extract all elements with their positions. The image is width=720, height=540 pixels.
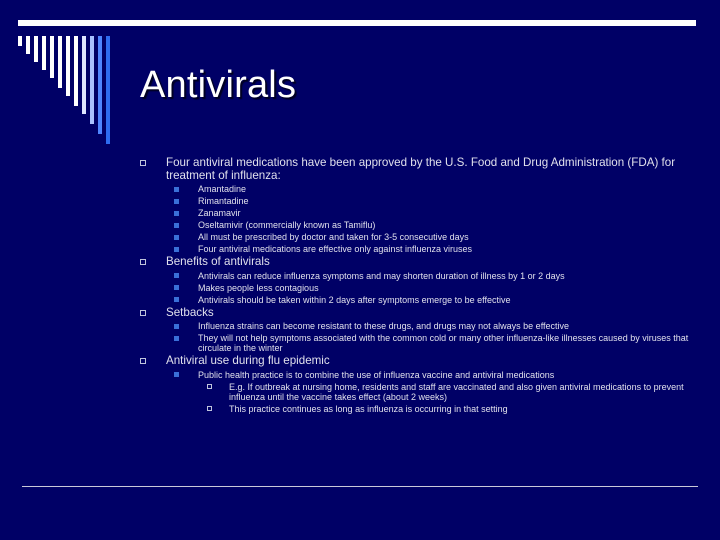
- list-item-text: Antiviral use during flu epidemic: [166, 354, 330, 367]
- list-item: [136, 355, 696, 414]
- sub-list-item-text: Antivirals should be taken within 2 days after symptoms emerge to be effective: [198, 294, 511, 305]
- sub-list-item-text: Zanamavir: [198, 208, 241, 218]
- sub-list-item-text: They will not help symptoms associated with the common cold or many other influenza-like illnesses caused by viruses that circulate in the winter: [198, 333, 689, 353]
- stripe: [34, 36, 38, 62]
- sub-list-item: [166, 321, 696, 331]
- sub-list: [166, 321, 696, 353]
- hollow-square-bullet-icon: [140, 259, 146, 265]
- filled-square-bullet-icon: [174, 211, 179, 216]
- sub-sub-list: [166, 382, 696, 414]
- filled-square-bullet-icon: [174, 235, 179, 240]
- stripe: [98, 36, 102, 134]
- list-item-text: Four antiviral medications have been approved by the U.S. Food and Drug Administration (FDA) for treatment of influenza:: [166, 156, 676, 182]
- sub-list-item-text: Makes people less contagious: [198, 282, 319, 293]
- stripe: [74, 36, 78, 106]
- sub-list-item: [166, 283, 696, 293]
- sub-list-item-text: Rimantadine: [198, 196, 249, 206]
- list-item-text: Benefits of antivirals: [166, 255, 270, 268]
- sub-list-item-text: Oseltamivir (commercially known as Tamiflu): [198, 220, 376, 230]
- list-item-text: Setbacks: [166, 305, 214, 319]
- filled-square-bullet-icon: [174, 223, 179, 228]
- sub-list: [166, 184, 696, 254]
- stripe: [18, 36, 22, 46]
- hollow-square-bullet-icon: [140, 310, 146, 316]
- hollow-square-bullet-icon: [140, 358, 146, 364]
- filled-square-bullet-icon: [174, 199, 179, 204]
- slide-title: Antivirals: [140, 64, 297, 106]
- sub-list-item: [166, 295, 696, 305]
- slide-content: [136, 156, 696, 416]
- sub-list-item-text: All must be prescribed by doctor and taken for 3-5 consecutive days: [198, 232, 469, 242]
- sub-list-item: [166, 271, 696, 281]
- hollow-square-bullet-icon: [140, 160, 146, 166]
- stripe: [90, 36, 94, 124]
- top-rule: [18, 20, 696, 26]
- filled-square-bullet-icon: [174, 324, 179, 329]
- sub-sub-list-item: [166, 404, 696, 414]
- sub-sub-list-item-text: E.g. If outbreak at nursing home, residents and staff are vaccinated and also given antiviral medications to prevent influenza until the vaccine takes effect (about 2 weeks): [229, 381, 684, 402]
- sub-sub-list-item-text: This practice continues as long as influenza is occurring in that setting: [229, 403, 508, 414]
- list-item: [136, 256, 696, 305]
- sub-list: [166, 370, 696, 380]
- sub-list-item: [166, 220, 696, 230]
- filled-square-bullet-icon: [174, 247, 179, 252]
- filled-square-bullet-icon: [174, 187, 179, 192]
- stripe: [58, 36, 62, 88]
- sub-list: [166, 271, 696, 305]
- sub-list-item-text: Four antiviral medications are effective only against influenza viruses: [198, 244, 472, 254]
- sub-list-item: [166, 333, 696, 353]
- sub-list-item-text: Influenza strains can become resistant to these drugs, and drugs may not always be effective: [198, 321, 570, 331]
- sub-list-item-text: Antivirals can reduce influenza symptoms and may shorten duration of illness by 1 or 2 days: [198, 270, 565, 281]
- sub-list-item: [166, 370, 696, 380]
- sub-list-item: [166, 244, 696, 254]
- filled-square-bullet-icon: [174, 297, 179, 302]
- bullet-list: [136, 157, 696, 414]
- sub-list-item: [166, 208, 696, 218]
- stripe: [50, 36, 54, 78]
- hollow-square-bullet-icon: [207, 406, 212, 411]
- sub-list-item: [166, 232, 696, 242]
- sub-list-item: [166, 196, 696, 206]
- stripe: [106, 36, 110, 144]
- stripe: [66, 36, 70, 96]
- hollow-square-bullet-icon: [207, 384, 212, 389]
- filled-square-bullet-icon: [174, 336, 179, 341]
- sub-sub-list-item: [166, 382, 696, 402]
- filled-square-bullet-icon: [174, 372, 179, 377]
- bottom-rule: [22, 486, 698, 487]
- sub-list-item-text: Amantadine: [198, 184, 247, 194]
- sub-list-item: [166, 184, 696, 194]
- filled-square-bullet-icon: [174, 273, 179, 278]
- stripe: [26, 36, 30, 54]
- filled-square-bullet-icon: [174, 285, 179, 290]
- list-item: [136, 307, 696, 354]
- sub-list-item-text: Public health practice is to combine the use of influenza vaccine and antiviral medications: [198, 369, 555, 380]
- stripe: [42, 36, 46, 70]
- list-item: [136, 157, 696, 254]
- stripe: [82, 36, 86, 114]
